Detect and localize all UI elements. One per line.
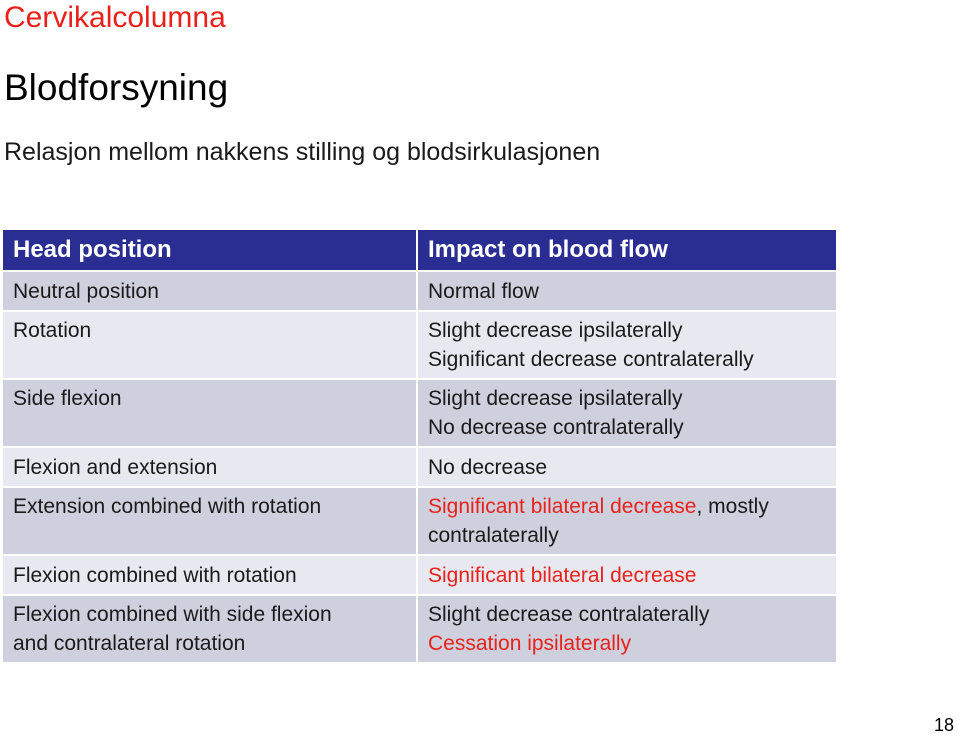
- header-impact-on-blood-flow: Impact on blood flow: [418, 230, 836, 270]
- slide-title: Blodforsyning: [4, 67, 229, 108]
- position-cell: Side flexion: [3, 380, 416, 446]
- position-line: and contralateral rotation: [13, 632, 246, 655]
- impact-line: Slight decrease ipsilaterally: [428, 319, 683, 342]
- impact-line: Slight decrease ipsilaterally: [428, 387, 683, 410]
- impact-cell: No decrease: [418, 448, 836, 486]
- impact-line: No decrease contralaterally: [428, 416, 684, 439]
- impact-cell: [418, 556, 836, 594]
- page-number: 18: [933, 715, 954, 735]
- table-row: [3, 596, 836, 662]
- impact-highlight: Significant bilateral decrease: [428, 563, 697, 587]
- position-cell: Flexion combined with rotation: [3, 556, 416, 594]
- position-cell: Rotation: [3, 312, 416, 378]
- table-row: [3, 272, 836, 310]
- impact-suffix: , mostly: [696, 495, 769, 518]
- header-head-position: Head position: [3, 230, 416, 270]
- impact-line: Significant decrease contralaterally: [428, 348, 754, 371]
- impact-line: [428, 492, 826, 521]
- position-line: Flexion combined with side flexion: [13, 603, 332, 626]
- position-cell: [3, 596, 416, 662]
- impact-cell: [418, 380, 836, 446]
- impact-highlight: Cessation ipsilaterally: [428, 632, 632, 655]
- table-row: [3, 448, 836, 486]
- impact-cell: Normal flow: [418, 272, 836, 310]
- position-cell: Flexion and extension: [3, 448, 416, 486]
- impact-cell: [418, 488, 836, 554]
- table-header-row: [3, 230, 836, 270]
- blood-flow-table: [1, 228, 838, 664]
- table-row: [3, 556, 836, 594]
- impact-line: Slight decrease contralaterally: [428, 603, 710, 626]
- table-row: [3, 312, 836, 378]
- impact-cell: [418, 596, 836, 662]
- impact-highlight: Significant bilateral decrease: [428, 495, 697, 518]
- slide-subtitle: Relasjon mellom nakkens stilling og blodsirkulasjonen: [4, 138, 601, 166]
- position-cell: Extension combined with rotation: [3, 488, 416, 554]
- table-row: [3, 380, 836, 446]
- section-title: Cervikalcolumna: [4, 1, 226, 34]
- table-row: [3, 488, 836, 554]
- position-cell: Neutral position: [3, 272, 416, 310]
- impact-line: contralaterally: [428, 524, 559, 547]
- impact-cell: [418, 312, 836, 378]
